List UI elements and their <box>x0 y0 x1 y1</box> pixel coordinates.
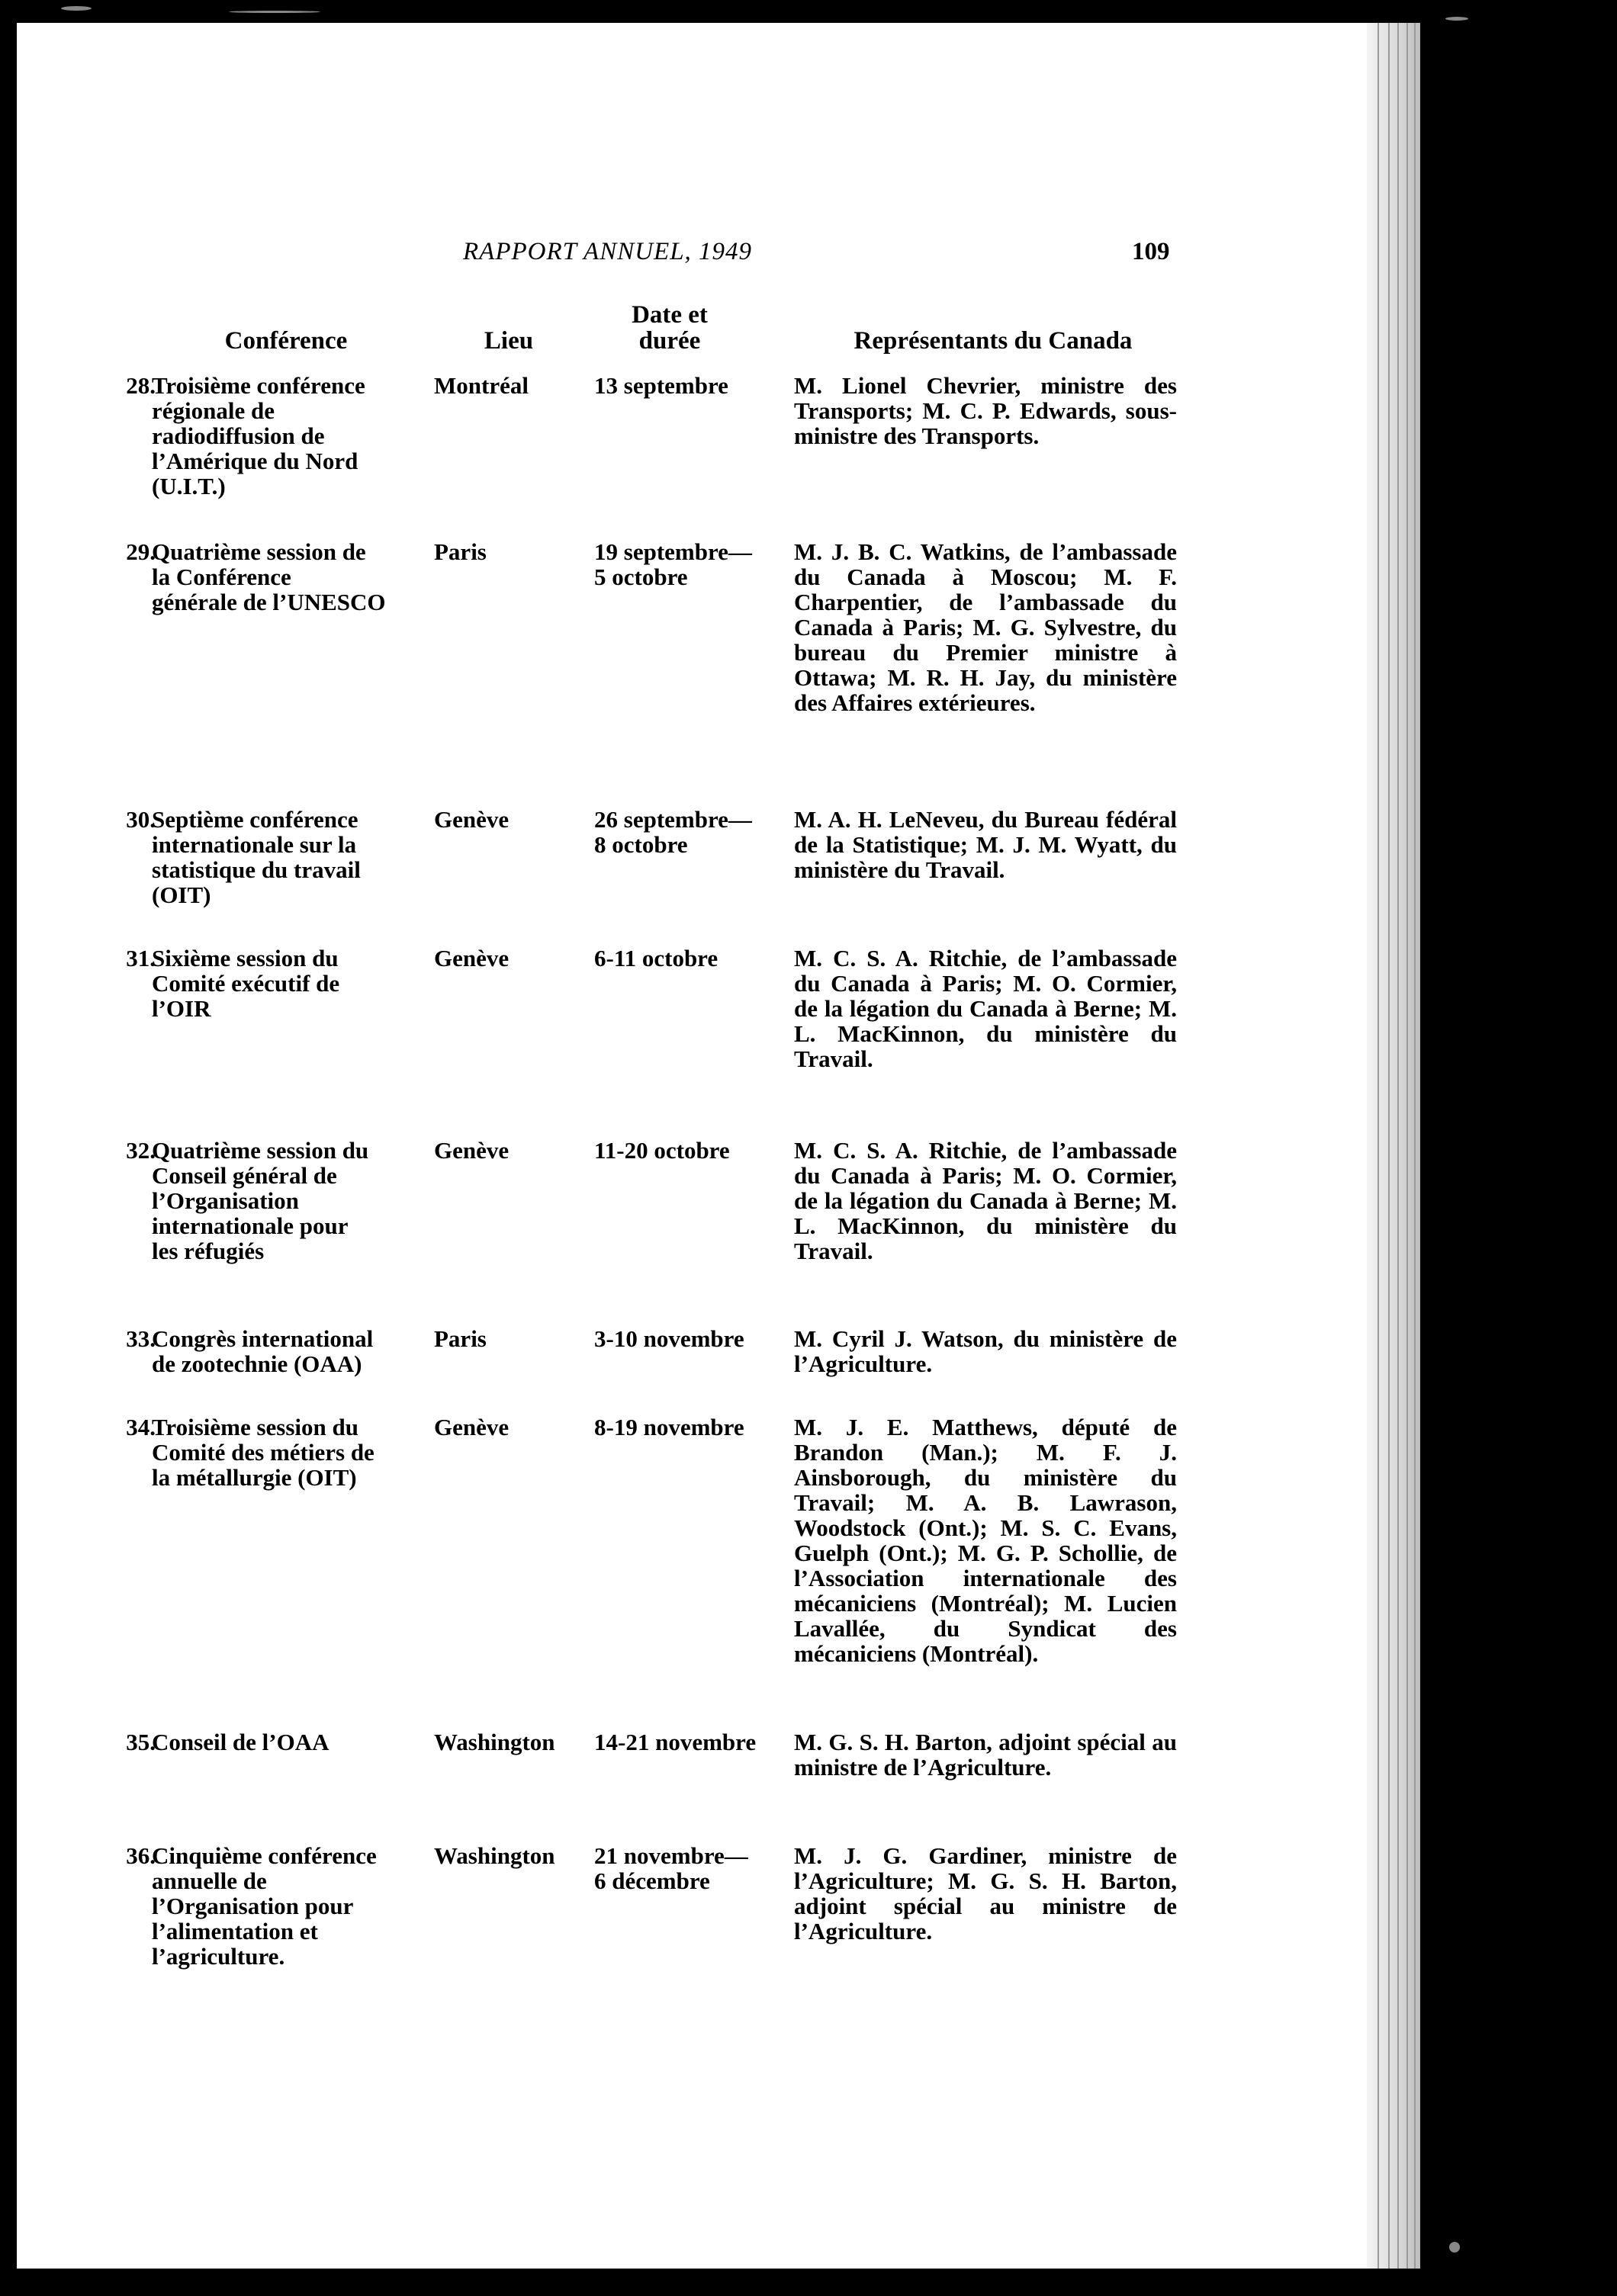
scan-speck <box>61 6 92 11</box>
page-edge-line <box>1414 23 1416 2269</box>
entry-lieu: Paris <box>434 538 487 565</box>
entry-number: 31. <box>126 945 156 971</box>
page-number: 109 <box>1132 238 1170 265</box>
entry-number: 35. <box>126 1729 156 1755</box>
entry-representants: M. A. H. LeNeveu, du Bureau fédéral de la Statistique; M. J. M. Wyatt, du ministère du Travail. <box>794 806 1177 883</box>
page-edge-line <box>1406 23 1408 2269</box>
entry-representants: M. J. G. Gardiner, ministre de l’Agriculture; M. G. S. H. Barton, adjoint spécial au ministre de l’Agriculture. <box>794 1842 1177 1944</box>
scan-speck <box>1449 2242 1460 2253</box>
running-header <box>17 238 1367 276</box>
column-header-date-line2: durée <box>638 327 701 355</box>
entry-date: 6-11 octobre <box>594 945 718 971</box>
page-edge-line <box>1378 23 1379 2269</box>
entry-representants: M. J. E. Matthews, député de Brandon (Man.); M. F. J. Ainsborough, du ministère du Travail; M. A. B. Lawrason, Woodstock (Ont.); M. S. C. Evans, Guelph (Ont.); M. G. P. Schollie, de l’Association internationale des mécaniciens (Montréal); M. Lucien Lavallée, du Syndicat des mécaniciens (Montréal). <box>794 1414 1177 1667</box>
page-edge-line <box>1388 23 1390 2269</box>
entry-conference: Septième conférence internationale sur la statistique du travail (OIT) <box>152 806 361 908</box>
entry-conference: Conseil de l’OAA <box>152 1729 330 1755</box>
entry-lieu: Genève <box>434 806 510 833</box>
scan-speck <box>229 11 320 13</box>
page-edge-shadow <box>1367 23 1420 2269</box>
entry-number: 28. <box>126 372 156 399</box>
entry-date: 26 septembre— 8 octobre <box>594 806 752 858</box>
entry-representants: M. Cyril J. Watson, du ministère de l’Agriculture. <box>794 1325 1177 1377</box>
entry-date: 21 novembre— 6 décembre <box>594 1842 748 1894</box>
entry-number: 29. <box>126 538 156 565</box>
entry-conference: Quatrième session du Conseil général de l’Organisation internationale pour les réfugiés <box>152 1137 369 1264</box>
column-header-date <box>601 302 738 354</box>
entry-lieu: Washington <box>434 1842 555 1869</box>
entry-representants: M. Lionel Chevrier, ministre des Transports; M. C. P. Edwards, sous-ministre des Transports. <box>794 372 1177 449</box>
entry-lieu: Montréal <box>434 372 529 399</box>
entry-number: 36. <box>126 1842 156 1869</box>
column-header-representants: Représentants du Canada <box>854 327 1133 355</box>
entry-lieu: Washington <box>434 1729 555 1755</box>
entry-date: 14-21 novembre <box>594 1729 757 1755</box>
entry-lieu: Genève <box>434 945 510 971</box>
entry-conference: Quatrième session de la Conférence générale de l’UNESCO <box>152 538 386 615</box>
column-header-lieu: Lieu <box>484 327 534 355</box>
column-header-conference: Conférence <box>224 327 348 355</box>
entry-representants: M. J. B. C. Watkins, de l’ambassade du Canada à Moscou; M. F. Charpentier, de l’ambassade du Canada à Paris; M. G. Sylvestre, du bureau du Premier ministre à Ottawa; M. R. H. Jay, du ministère des Affaires extérieures. <box>794 538 1177 716</box>
entry-date: 19 septembre— 5 octobre <box>594 538 752 590</box>
entry-representants: M. C. S. A. Ritchie, de l’ambassade du Canada à Paris; M. O. Cormier, de la légation du Canada à Berne; M. L. MacKinnon, du ministère du Travail. <box>794 1137 1177 1264</box>
document-page <box>17 23 1367 2269</box>
entry-date: 8-19 novembre <box>594 1414 744 1440</box>
entry-number: 32. <box>126 1137 156 1164</box>
entry-conference: Sixième session du Comité exécutif de l’OIR <box>152 945 340 1022</box>
entry-conference: Cinquième conférence annuelle de l’Organisation pour l’alimentation et l’agriculture. <box>152 1842 377 1970</box>
column-header-date-line1: Date et <box>632 301 708 329</box>
entry-representants: M. C. S. A. Ritchie, de l’ambassade du Canada à Paris; M. O. Cormier, de la légation du Canada à Berne; M. L. MacKinnon, du ministère du Travail. <box>794 945 1177 1072</box>
entry-conference: Troisième conférence régionale de radiodiffusion de l’Amérique du Nord (U.I.T.) <box>152 372 365 499</box>
running-title: RAPPORT ANNUEL, 1949 <box>463 238 753 265</box>
entry-number: 34. <box>126 1414 156 1440</box>
entry-representants: M. G. S. H. Barton, adjoint spécial au ministre de l’Agriculture. <box>794 1729 1177 1781</box>
entry-conference: Congrès international de zootechnie (OAA) <box>152 1325 374 1377</box>
entry-date: 13 septembre <box>594 372 728 399</box>
entry-lieu: Genève <box>434 1137 510 1164</box>
entry-number: 33. <box>126 1325 156 1352</box>
scan-speck <box>1445 17 1468 21</box>
page-edge-line <box>1397 23 1399 2269</box>
entry-date: 11-20 octobre <box>594 1137 730 1164</box>
entry-lieu: Genève <box>434 1414 510 1440</box>
entry-number: 30. <box>126 806 156 833</box>
entry-date: 3-10 novembre <box>594 1325 744 1352</box>
entry-conference: Troisième session du Comité des métiers de la métallurgie (OIT) <box>152 1414 375 1491</box>
entry-lieu: Paris <box>434 1325 487 1352</box>
